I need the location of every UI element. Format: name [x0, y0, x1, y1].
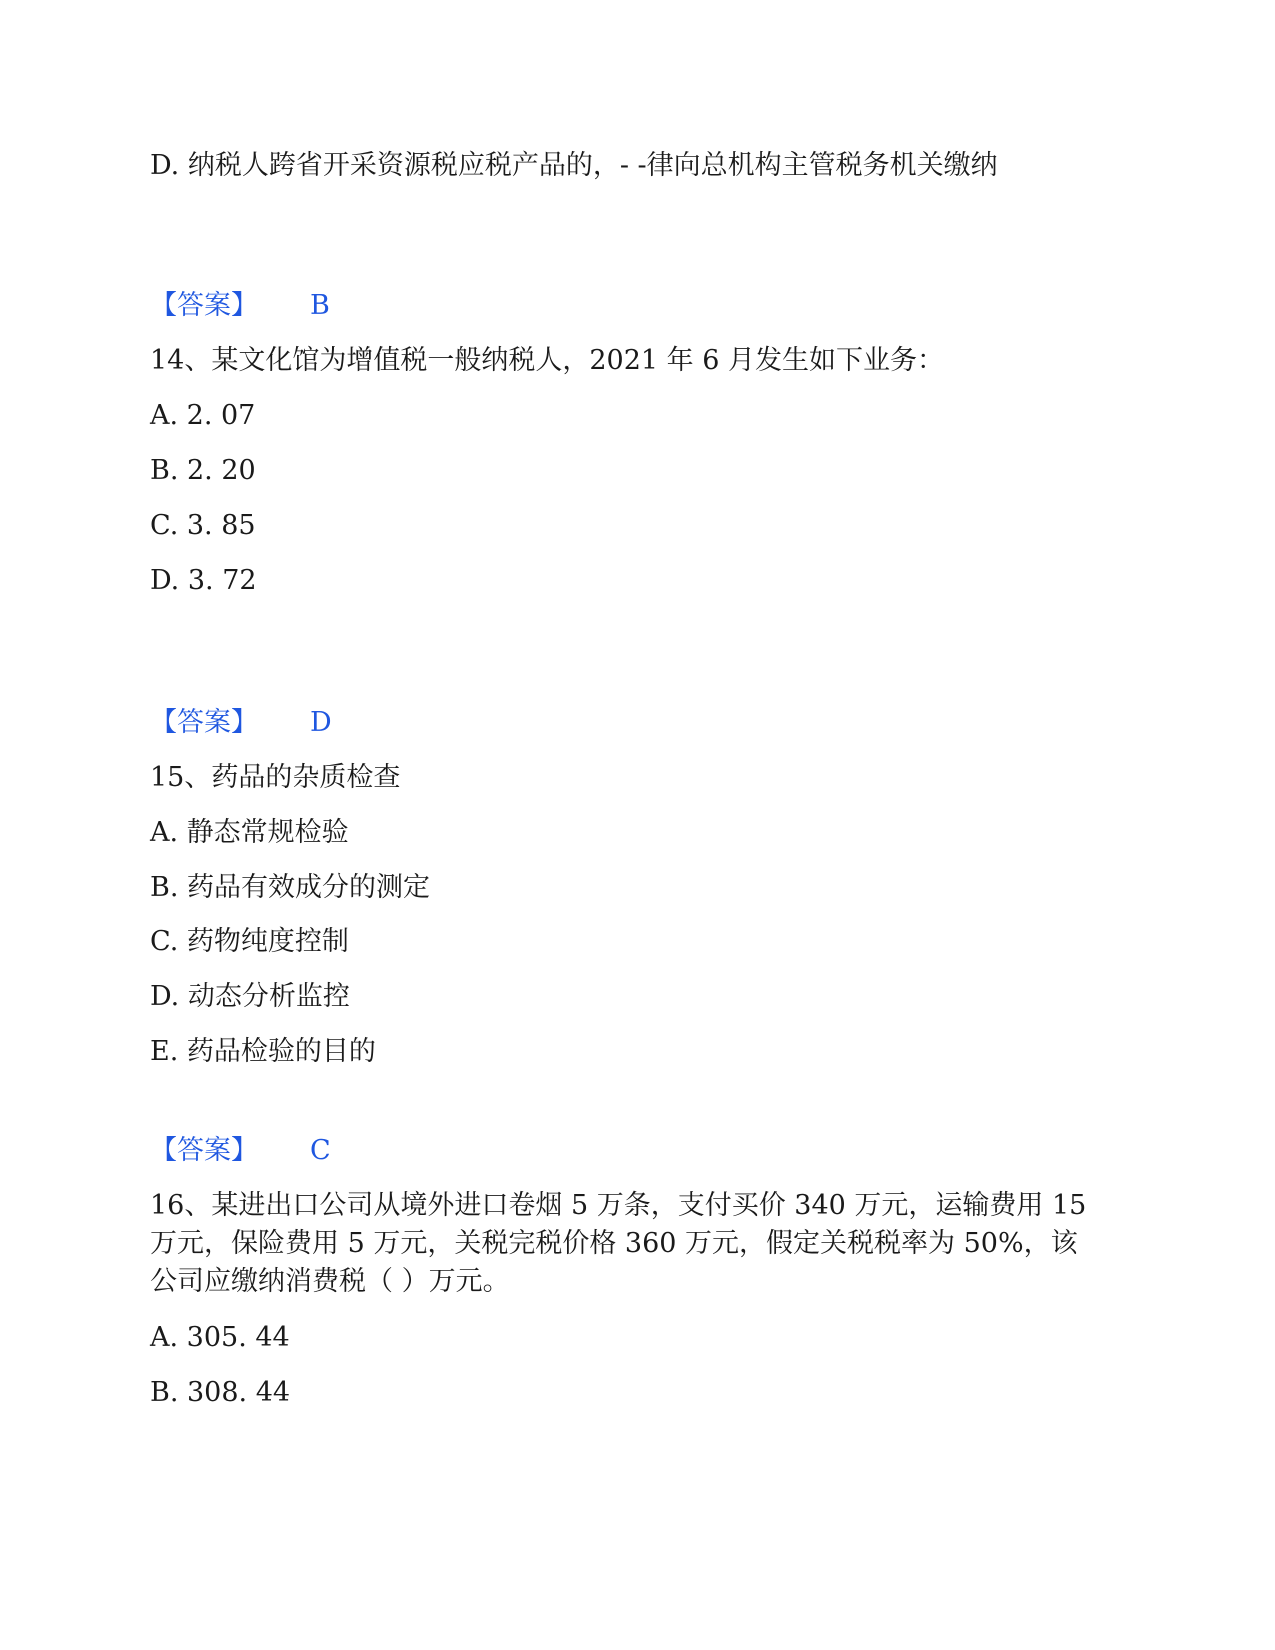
- answer-label: 【答案】: [150, 1135, 258, 1166]
- q14-option-a: A. 2. 07: [150, 400, 256, 431]
- answer-row-13: [150, 288, 330, 324]
- q16-stem-line-2: 万元，保险费用 5 万元，关税完税价格 360 万元，假定关税税率为 50%，该: [150, 1228, 1078, 1259]
- answer-value: B: [310, 290, 330, 321]
- q15-option-c: C. 药物纯度控制: [150, 926, 349, 957]
- q16-stem-line-1: 16、某进出口公司从境外进口卷烟 5 万条，支付买价 340 万元，运输费用 15: [150, 1190, 1087, 1221]
- q15-option-b: B. 药品有效成分的测定: [150, 872, 431, 903]
- answer-row-15: [150, 1133, 331, 1169]
- q15-option-e: E. 药品检验的目的: [150, 1036, 376, 1067]
- q14-option-c: C. 3. 85: [150, 510, 256, 541]
- q13-option-d: D. 纳税人跨省开采资源税应税产品的，- -律向总机构主管税务机关缴纳: [150, 150, 998, 181]
- q15-stem: 15、药品的杂质检查: [150, 762, 401, 793]
- q14-option-d: D. 3. 72: [150, 565, 257, 596]
- q15-option-d: D. 动态分析监控: [150, 981, 350, 1012]
- q16-option-b: B. 308. 44: [150, 1377, 291, 1408]
- answer-row-14: [150, 705, 332, 741]
- answer-label: 【答案】: [150, 707, 258, 738]
- answer-label: 【答案】: [150, 290, 258, 321]
- q16-stem-line-3: 公司应缴纳消费税（ ）万元。: [150, 1266, 510, 1297]
- q15-option-a: A. 静态常规检验: [150, 817, 349, 848]
- answer-value: D: [310, 707, 332, 738]
- q14-option-b: B. 2. 20: [150, 455, 256, 486]
- answer-value: C: [310, 1135, 331, 1166]
- q16-option-a: A. 305. 44: [150, 1322, 290, 1353]
- q14-stem: 14、某文化馆为增值税一般纳税人，2021 年 6 月发生如下业务：: [150, 345, 944, 376]
